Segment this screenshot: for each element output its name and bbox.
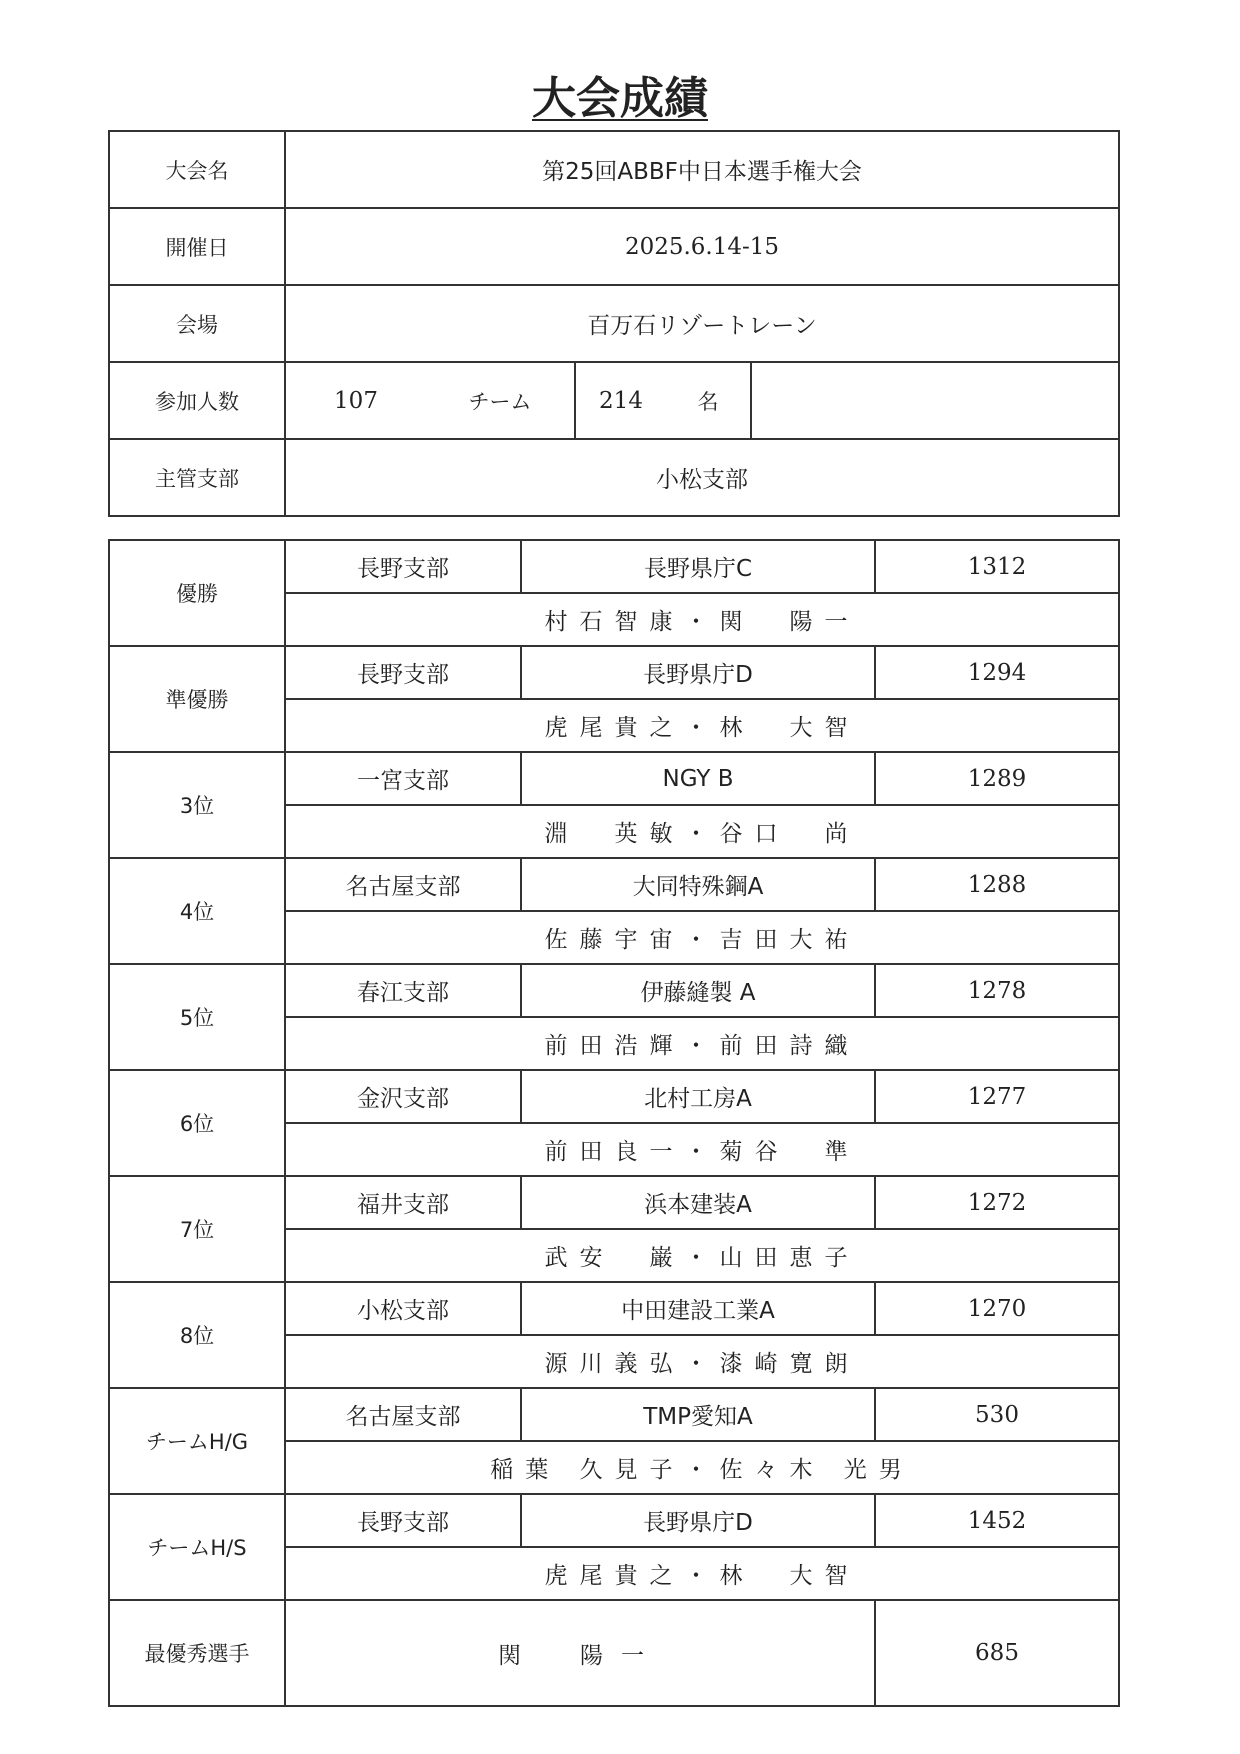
branch-name: 名古屋支部 (285, 1388, 521, 1441)
host-row (109, 439, 1119, 516)
rank-label: 5位 (109, 964, 285, 1070)
branch-name: 名古屋支部 (285, 858, 521, 911)
venue-label: 会場 (109, 285, 285, 362)
tournament-row (109, 131, 1119, 208)
result-row (109, 1494, 1119, 1547)
result-row (109, 646, 1119, 699)
branch-name: 長野支部 (285, 646, 521, 699)
score-value: 1277 (875, 1070, 1119, 1123)
score-value: 1288 (875, 858, 1119, 911)
score-value: 1278 (875, 964, 1119, 1017)
date-value: 2025.6.14-15 (285, 208, 1119, 285)
team-name: 長野県庁C (521, 540, 875, 593)
team-name: NGY B (521, 752, 875, 805)
page-title (0, 62, 1240, 126)
branch-name: 長野支部 (285, 540, 521, 593)
host-label: 主管支部 (109, 439, 285, 516)
branch-name: 春江支部 (285, 964, 521, 1017)
score-value: 1294 (875, 646, 1119, 699)
rank-label: 6位 (109, 1070, 285, 1176)
player-names: 前田浩輝・前田詩織 (285, 1017, 1119, 1070)
branch-name: 小松支部 (285, 1282, 521, 1335)
date-row (109, 208, 1119, 285)
player-names: 稲葉 久見子・佐々木 光男 (285, 1441, 1119, 1494)
participants-label: 参加人数 (109, 362, 285, 439)
result-row (109, 752, 1119, 805)
participants-row (109, 362, 1119, 439)
player-names: 虎尾貴之・林 大智 (285, 1547, 1119, 1600)
branch-name: 一宮支部 (285, 752, 521, 805)
result-row (109, 1070, 1119, 1123)
team-name: 伊藤縫製 A (521, 964, 875, 1017)
rank-label: 4位 (109, 858, 285, 964)
team-name: 中田建設工業A (521, 1282, 875, 1335)
result-row (109, 1388, 1119, 1441)
player-names: 佐藤宇宙・吉田大祐 (285, 911, 1119, 964)
player-names: 源川義弘・漆崎寛朗 (285, 1335, 1119, 1388)
result-row (109, 1176, 1119, 1229)
venue-value: 百万石リゾートレーン (285, 285, 1119, 362)
teams-count-cell (285, 362, 575, 439)
team-name: 長野県庁D (521, 1494, 875, 1547)
result-row (109, 540, 1119, 593)
score-value: 1270 (875, 1282, 1119, 1335)
date-label: 開催日 (109, 208, 285, 285)
player-names: 淵 英敏・谷口 尚 (285, 805, 1119, 858)
tournament-name: 第25回ABBF中日本選手権大会 (285, 131, 1119, 208)
rank-label: 優勝 (109, 540, 285, 646)
results-table (108, 539, 1120, 1707)
team-name: 浜本建装A (521, 1176, 875, 1229)
people-unit: 名 (697, 389, 719, 414)
tournament-label: 大会名 (109, 131, 285, 208)
rank-label: 7位 (109, 1176, 285, 1282)
host-value: 小松支部 (285, 439, 1119, 516)
branch-name: 金沢支部 (285, 1070, 521, 1123)
rank-label: 8位 (109, 1282, 285, 1388)
rank-label: チームH/S (109, 1494, 285, 1600)
team-name: 長野県庁D (521, 646, 875, 699)
player-names: 虎尾貴之・林 大智 (285, 699, 1119, 752)
rank-label: 3位 (109, 752, 285, 858)
team-name: 大同特殊鋼A (521, 858, 875, 911)
people-count: 214 (599, 387, 643, 414)
mvp-score: 685 (875, 1600, 1119, 1706)
result-row (109, 1282, 1119, 1335)
branch-name: 長野支部 (285, 1494, 521, 1547)
mvp-row (109, 1600, 1119, 1706)
page-title-text: 大会成績 (532, 73, 708, 124)
score-value: 530 (875, 1388, 1119, 1441)
venue-row (109, 285, 1119, 362)
result-row (109, 858, 1119, 911)
people-count-cell (575, 362, 751, 439)
score-value: 1289 (875, 752, 1119, 805)
player-names: 村石智康・関 陽一 (285, 593, 1119, 646)
teams-unit: チーム (468, 389, 532, 414)
score-value: 1272 (875, 1176, 1119, 1229)
score-value: 1452 (875, 1494, 1119, 1547)
participants-empty-cell (751, 362, 1119, 439)
results-body (109, 540, 1119, 1706)
result-row (109, 964, 1119, 1017)
branch-name: 福井支部 (285, 1176, 521, 1229)
rank-label: チームH/G (109, 1388, 285, 1494)
mvp-name: 関 陽一 (285, 1600, 875, 1706)
team-name: TMP愛知A (521, 1388, 875, 1441)
score-value: 1312 (875, 540, 1119, 593)
mvp-label: 最優秀選手 (109, 1600, 285, 1706)
player-names: 前田良一・菊谷 準 (285, 1123, 1119, 1176)
team-name: 北村工房A (521, 1070, 875, 1123)
tournament-info-table (108, 130, 1120, 517)
teams-count: 107 (334, 387, 378, 414)
player-names: 武安 巌・山田恵子 (285, 1229, 1119, 1282)
rank-label: 準優勝 (109, 646, 285, 752)
